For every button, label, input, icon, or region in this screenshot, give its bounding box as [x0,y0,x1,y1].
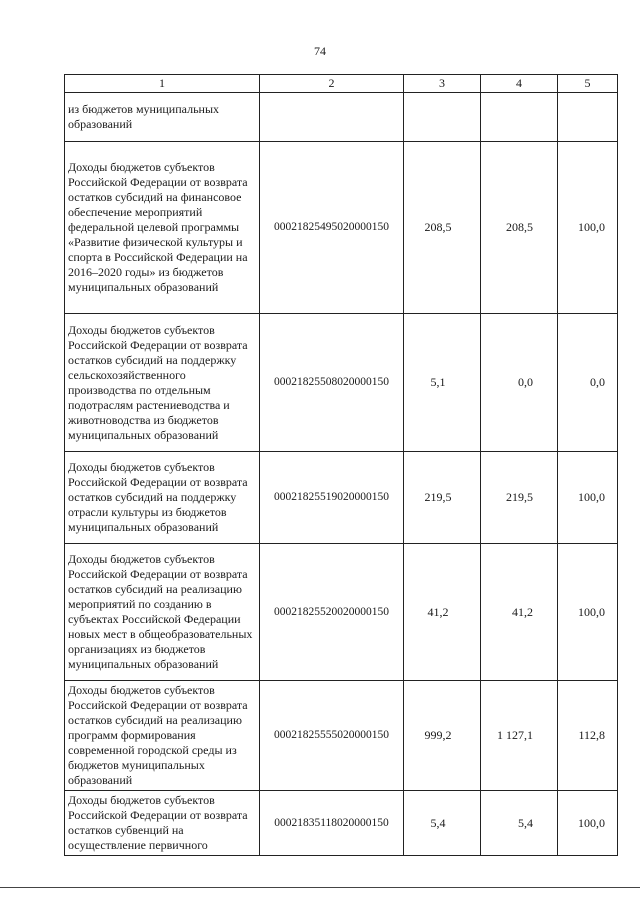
page-number: 74 [314,44,326,58]
row-col5: 0,0 [558,314,618,452]
table-row [65,93,618,142]
row-col5: 100,0 [558,544,618,681]
row-code: 00021825508020000150 [260,314,404,452]
row-description: Доходы бюджетов субъектов Российской Федерации от возврата остатков субсидий на финансовое обеспечение мероприятий федеральной целевой программы «Развитие физической культуры и спорта в Российской Федерации на 2016–2020 годы» из бюджетов муниципальных образований [65,142,260,314]
row-col4 [481,93,558,142]
header-col-1: 1 [65,75,260,93]
header-col-4: 4 [481,75,558,93]
page-bottom-rule [0,887,640,888]
header-col-3: 3 [404,75,481,93]
row-code: 00021825555020000150 [260,681,404,791]
table-row [65,142,618,314]
row-col4: 208,5 [481,142,558,314]
row-code [260,93,404,142]
header-col-2: 2 [260,75,404,93]
table-row [65,452,618,544]
row-col4: 219,5 [481,452,558,544]
row-col3: 41,2 [404,544,481,681]
row-col4: 1 127,1 [481,681,558,791]
row-col5: 100,0 [558,452,618,544]
row-code: 00021825520020000150 [260,544,404,681]
table-row [65,544,618,681]
row-col3: 5,1 [404,314,481,452]
row-code: 00021825495020000150 [260,142,404,314]
row-description: Доходы бюджетов субъектов Российской Федерации от возврата остатков субсидий на поддержку отрасли культуры из бюджетов муниципальных образований [65,452,260,544]
row-col3: 5,4 [404,791,481,856]
row-col5: 100,0 [558,142,618,314]
row-col4: 5,4 [481,791,558,856]
row-col5 [558,93,618,142]
row-col5: 100,0 [558,791,618,856]
row-description: Доходы бюджетов субъектов Российской Федерации от возврата остатков субсидий на реализацию мероприятий по созданию в субъектах Российской Федерации новых мест в общеобразовательных организациях из бюджетов муниципальных образований [65,544,260,681]
row-code: 00021835118020000150 [260,791,404,856]
row-description: Доходы бюджетов субъектов Российской Федерации от возврата остатков субсидий на поддержку сельскохозяйственного производства по отдельным подотраслям растениеводства и животноводства из бюджетов муниципальных образований [65,314,260,452]
row-col5: 112,8 [558,681,618,791]
row-col3: 999,2 [404,681,481,791]
table-header-row [65,75,618,93]
row-col4: 0,0 [481,314,558,452]
header-col-5: 5 [558,75,618,93]
table-row [65,791,618,856]
row-col4: 41,2 [481,544,558,681]
row-code: 00021825519020000150 [260,452,404,544]
row-col3: 208,5 [404,142,481,314]
table-row [65,681,618,791]
row-col3: 219,5 [404,452,481,544]
row-description: Доходы бюджетов субъектов Российской Федерации от возврата остатков субсидий на реализацию программ формирования современной городской среды из бюджетов муниципальных образований [65,681,260,791]
row-description: Доходы бюджетов субъектов Российской Федерации от возврата остатков субвенций на осуществление первичного [65,791,260,856]
budget-table [64,74,618,856]
table-row [65,314,618,452]
row-col3 [404,93,481,142]
row-description: из бюджетов муниципальных образований [65,93,260,142]
